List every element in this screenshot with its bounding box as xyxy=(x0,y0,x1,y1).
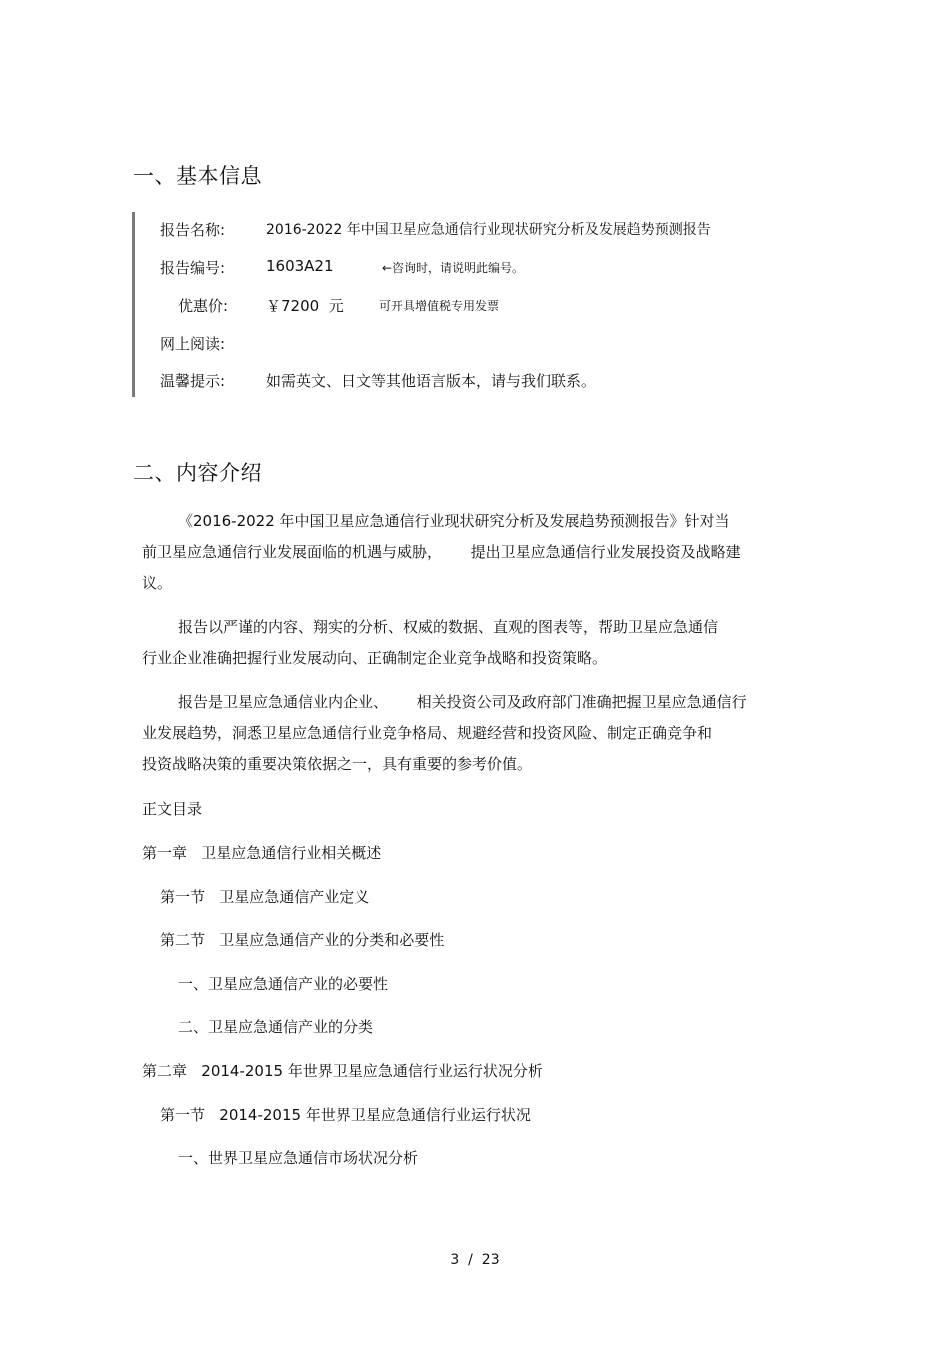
paragraph-line: 业发展趋势，洞悉卫星应急通信行业竞争格局、规避经营和投资风险、制定正确竞争和 xyxy=(142,724,713,742)
info-value-price: ￥7200 元 xyxy=(266,297,344,315)
section-heading-basic-info: 一、基本信息 xyxy=(133,164,262,188)
toc-subsection: 二、卫星应急通信产业的分类 xyxy=(178,1018,374,1036)
info-block-bar xyxy=(132,212,135,397)
toc-chapter: 第二章 2014-2015 年世界卫星应急通信行业运行状况分析 xyxy=(142,1062,543,1080)
paragraph-line: 报告是卫星应急通信业内企业、 相关投资公司及政府部门准确把握卫星应急通信行 xyxy=(178,693,747,711)
info-value-report-name: 2016-2022 年中国卫星应急通信行业现状研究分析及发展趋势预测报告 xyxy=(266,222,711,238)
info-value-tip: 如需英文、日文等其他语言版本，请与我们联系。 xyxy=(266,372,597,390)
info-label-price: 优惠价: xyxy=(178,297,229,315)
paragraph-line: 前卫星应急通信行业发展面临的机遇与威胁， 提出卫星应急通信行业发展投资及战略建 xyxy=(142,543,741,561)
info-note-invoice: 可开具增值税专用发票 xyxy=(379,299,500,313)
paragraph-line: 议。 xyxy=(142,574,173,592)
paragraph-line: 《2016-2022 年中国卫星应急通信行业现状研究分析及发展趋势预测报告》针对当 xyxy=(178,512,730,530)
info-label-report-name: 报告名称: xyxy=(160,221,226,239)
paragraph-line: 报告以严谨的内容、翔实的分析、权威的数据、直观的图表等，帮助卫星应急通信 xyxy=(178,618,719,636)
toc-subsection: 一、世界卫星应急通信市场状况分析 xyxy=(178,1149,419,1167)
toc-chapter: 第一章 卫星应急通信行业相关概述 xyxy=(142,844,382,862)
info-label-tip: 温馨提示: xyxy=(160,372,226,390)
info-label-report-code: 报告编号: xyxy=(160,259,226,277)
toc-section: 第二节 卫星应急通信产业的分类和必要性 xyxy=(160,931,445,949)
toc-title: 正文目录 xyxy=(142,800,203,818)
info-label-online-reading: 网上阅读: xyxy=(160,335,226,353)
toc-subsection: 一、卫星应急通信产业的必要性 xyxy=(178,975,389,993)
paragraph-line: 投资战略决策的重要决策依据之一，具有重要的参考价值。 xyxy=(142,755,533,773)
paragraph-line: 行业企业准确把握行业发展动向、正确制定企业竞争战略和投资策略。 xyxy=(142,649,608,667)
toc-section: 第一节 2014-2015 年世界卫星应急通信行业运行状况 xyxy=(160,1106,531,1124)
toc-section: 第一节 卫星应急通信产业定义 xyxy=(160,888,370,906)
info-note-report-code: ←咨询时，请说明此编号。 xyxy=(382,261,525,275)
page-number: 3 / 23 xyxy=(450,1252,500,1268)
info-value-report-code: 1603A21 xyxy=(266,257,334,275)
section-heading-content-intro: 二、内容介绍 xyxy=(133,461,262,485)
